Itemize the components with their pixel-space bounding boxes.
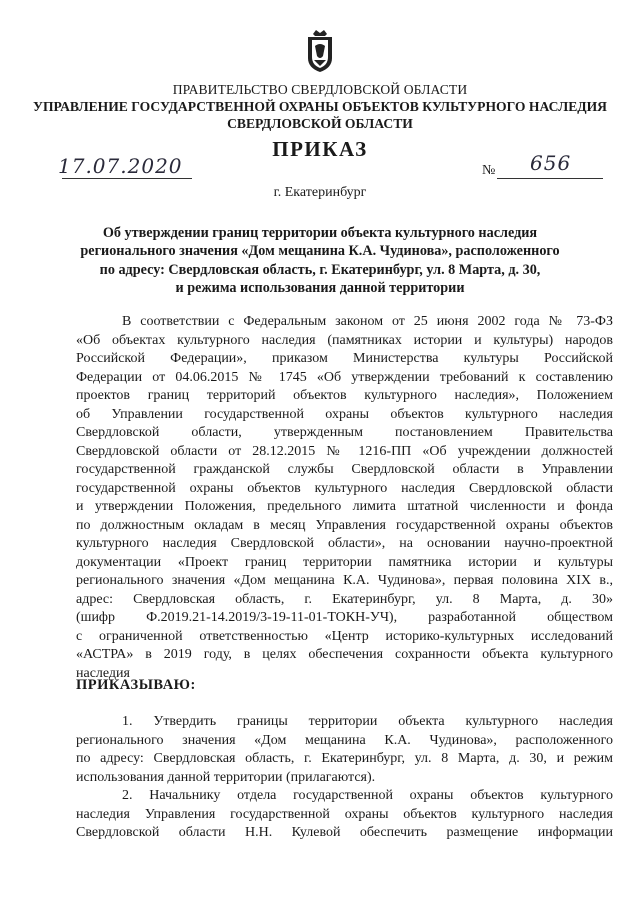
- preamble-line: государственной охраны объектов культурного наследия Свердловской области: [76, 480, 613, 496]
- item-1-line: регионального значения «Дом мещанина К.А. Чудинова», расположенного: [76, 732, 613, 748]
- preamble-line: государственной гражданской службы Свердловской области в Управлении: [76, 462, 613, 477]
- date-underline: [62, 178, 192, 179]
- title-line: Об утверждении границ территории объекта культурного наследия: [102, 225, 538, 241]
- preamble-line: проектов границ территорий объектов культурного наследия», Положением: [76, 388, 613, 403]
- preamble-line: наследия: [76, 665, 130, 681]
- order-title: [76, 224, 564, 298]
- preamble-line: культурного наследия Свердловской области», на основании научно-проектной: [76, 536, 613, 551]
- preamble-line: по должностным окладам в месяц Управления государственной охраны объектов: [76, 517, 613, 533]
- item-2-line: наследия Управления государственной охраны объектов культурного наследия: [76, 806, 613, 822]
- item-2-line: Свердловской области Н.Н. Кулевой обеспечить размещение информации: [76, 825, 613, 840]
- preamble: [76, 313, 613, 683]
- preamble-line: В соответствии с Федеральным законом от 25 июня 2002 года № 73-ФЗ: [122, 314, 613, 329]
- preamble-line: с ограниченной ответственностью «Центр историко-культурных исследований: [76, 628, 613, 644]
- preamble-line: адрес: Свердловская область, г. Екатеринбург, ул. 8 Марта, д. 30»: [76, 591, 613, 607]
- preamble-line: (шифр Ф.2019.21-14.2019/3-19-11-01-ТОКН-УЧ), разработанной обществом: [76, 610, 613, 625]
- preamble-line: и утверждении Положения, предельного лимита штатной численности и фонда: [76, 499, 613, 514]
- item-1-line: по адресу: Свердловская область, г. Екатеринбург, ул. 8 Марта, д. 30, и режим: [76, 751, 613, 766]
- preamble-line: Российской Федерации», приказом Министерства культуры Российской: [76, 351, 613, 366]
- preamble-line: Свердловской области, утвержденным постановлением Правительства: [76, 425, 613, 440]
- preamble-line: Федерации от 04.06.2015 № 1745 «Об утверждении требований к составлению: [76, 369, 613, 385]
- department-name-line-1: УПРАВЛЕНИЕ ГОСУДАРСТВЕННОЙ ОХРАНЫ ОБЪЕКТОВ КУЛЬТУРНОГО НАСЛЕДИЯ: [32, 99, 608, 114]
- preamble-line: об Управлении государственной охраны объектов культурного наследия: [76, 406, 613, 422]
- coat-of-arms-icon: [305, 26, 335, 74]
- preamble-line: «АСТРА» в 2019 году, в целях обеспечения сохранности объекта культурного: [76, 647, 613, 662]
- government-name: ПРАВИТЕЛЬСТВО СВЕРДЛОВСКОЙ ОБЛАСТИ: [172, 82, 468, 97]
- item-1-line: 1. Утвердить границы территории объекта культурного наследия: [122, 714, 613, 729]
- order-items: [76, 713, 613, 843]
- city: г. Екатеринбург: [273, 185, 367, 200]
- number-underline: [497, 178, 603, 179]
- handwritten-date: 17.07.2020: [58, 154, 183, 178]
- preamble-line: документации «Проект границ территории памятника истории и культуры: [76, 554, 613, 570]
- department-name-line-2: СВЕРДЛОВСКОЙ ОБЛАСТИ: [227, 116, 413, 131]
- order-directive-heading: ПРИКАЗЫВАЮ:: [76, 677, 196, 693]
- handwritten-number: 656: [530, 151, 572, 175]
- document-type: ПРИКАЗ: [272, 137, 368, 161]
- title-line: регионального значения «Дом мещанина К.А. Чудинова», расположенного: [80, 243, 560, 260]
- preamble-line: Свердловской области от 28.12.2015 № 1216-ПП «Об учреждении должностей: [76, 443, 613, 459]
- title-line: и режима использования данной территории: [175, 280, 465, 297]
- preamble-line: «Об объектах культурного наследия (памятниках истории и культуры) народов: [76, 332, 613, 348]
- number-label: №: [482, 163, 496, 178]
- item-1-line: использования данной территории (прилагаются).: [76, 769, 376, 785]
- title-line: по адресу: Свердловская область, г. Екатеринбург, ул. 8 Марта, д. 30,: [99, 261, 541, 278]
- item-2-line: 2. Начальнику отдела государственной охраны объектов культурного: [122, 788, 613, 803]
- preamble-line: регионального значения «Дом мещанина К.А. Чудинова», первая половина XIX в.,: [76, 573, 613, 588]
